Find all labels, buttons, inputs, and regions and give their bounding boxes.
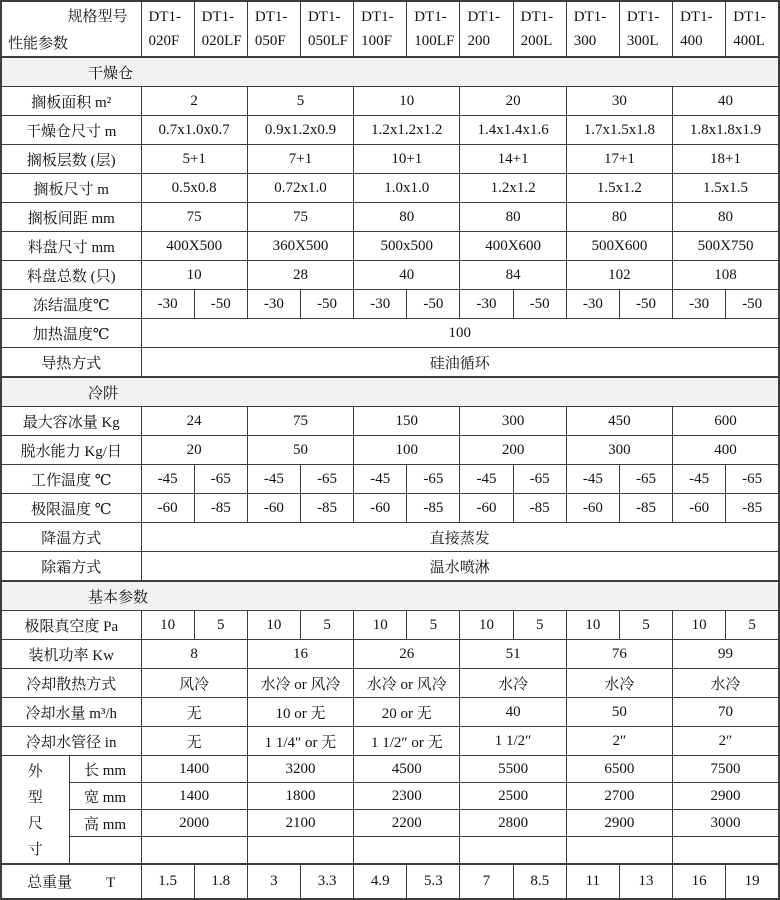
- dimension-label-cell: 宽 mm: [69, 783, 141, 810]
- value-cell: -65: [726, 465, 779, 494]
- row-label-cell: 除霜方式: [1, 552, 141, 582]
- value-cell: -85: [300, 494, 353, 523]
- value-cell: 40: [673, 87, 779, 116]
- model-prefix-label: DT1-: [148, 9, 182, 25]
- section-row: [1, 377, 779, 407]
- row-label-cell: 降温方式: [1, 523, 141, 552]
- value-cell: 1.0x1.0: [354, 174, 460, 203]
- row-label-cell: [1, 864, 141, 899]
- section-header-cell: 冷阱: [1, 377, 779, 407]
- model-header-cell: [300, 1, 353, 57]
- dimension-group-char: 寸: [27, 842, 43, 858]
- value-cell: 水冷: [566, 669, 672, 698]
- row-label-cell: 冷却水量 m³/h: [1, 698, 141, 727]
- row-label-cell: 最大容冰量 Kg: [1, 407, 141, 436]
- value-cell: 300: [566, 436, 672, 465]
- value-cell: 51: [460, 640, 566, 669]
- dimension-row: [1, 810, 779, 837]
- value-cell: 500x500: [354, 232, 460, 261]
- model-header-cell: [247, 1, 300, 57]
- value-cell: 80: [673, 203, 779, 232]
- section-row: [1, 581, 779, 611]
- value-cell: -30: [566, 290, 619, 319]
- value-cell: 5500: [460, 756, 566, 783]
- model-suffix-label: 300L: [626, 33, 659, 49]
- row-label-cell: 干燥仓尺寸 m: [1, 116, 141, 145]
- value-cell: 温水喷淋: [141, 552, 779, 582]
- model-header-cell: [460, 1, 513, 57]
- value-cell: [247, 837, 353, 865]
- value-cell: 450: [566, 407, 672, 436]
- value-cell: -60: [460, 494, 513, 523]
- model-prefix-label: DT1-: [307, 9, 341, 25]
- value-cell: 300: [460, 407, 566, 436]
- value-cell: 5: [619, 611, 672, 640]
- value-cell: 99: [673, 640, 779, 669]
- value-cell: -65: [194, 465, 247, 494]
- row-label-cell: 冷却散热方式: [1, 669, 141, 698]
- value-cell: 70: [673, 698, 779, 727]
- value-cell: 84: [460, 261, 566, 290]
- value-cell: 76: [566, 640, 672, 669]
- spec-row: [1, 669, 779, 698]
- model-suffix-label: 100LF: [414, 33, 455, 49]
- spec-row: [1, 698, 779, 727]
- value-cell: 16: [247, 640, 353, 669]
- model-suffix-label: 050LF: [307, 33, 348, 49]
- spec-row: [1, 261, 779, 290]
- value-cell: 200: [460, 436, 566, 465]
- value-cell: 50: [247, 436, 353, 465]
- value-cell: -30: [460, 290, 513, 319]
- dimension-group-char: 尺: [27, 816, 43, 832]
- value-cell: 500X750: [673, 232, 779, 261]
- value-cell: 2500: [460, 783, 566, 810]
- value-cell: 5+1: [141, 145, 247, 174]
- value-cell: 1.7x1.5x1.8: [566, 116, 672, 145]
- spec-row: [1, 145, 779, 174]
- value-cell: -85: [513, 494, 566, 523]
- value-cell: 2″: [673, 727, 779, 756]
- corner-cell: [1, 1, 141, 57]
- row-label-cell: 搁板尺寸 m: [1, 174, 141, 203]
- value-cell: -45: [247, 465, 300, 494]
- value-cell: -60: [354, 494, 407, 523]
- value-cell: 20: [141, 436, 247, 465]
- model-prefix-label: DT1-: [254, 9, 288, 25]
- value-cell: 20 or 无: [354, 698, 460, 727]
- value-cell: 2900: [566, 810, 672, 837]
- value-cell: 400X600: [460, 232, 566, 261]
- model-header-cell: [619, 1, 672, 57]
- dimension-group-char: 外: [27, 764, 43, 780]
- value-cell: 20: [460, 87, 566, 116]
- value-cell: 无: [141, 727, 247, 756]
- row-label-cell: 料盘尺寸 mm: [1, 232, 141, 261]
- spec-row: [1, 348, 779, 378]
- value-cell: 102: [566, 261, 672, 290]
- value-cell: 19: [726, 864, 779, 899]
- header-row: [1, 1, 779, 57]
- value-cell: 1.8x1.8x1.9: [673, 116, 779, 145]
- value-cell: -65: [619, 465, 672, 494]
- value-cell: -50: [619, 290, 672, 319]
- value-cell: -50: [300, 290, 353, 319]
- row-label-cell: 装机功率 Kw: [1, 640, 141, 669]
- spec-row: [1, 465, 779, 494]
- row-label-cell: 搁板层数 (层): [1, 145, 141, 174]
- value-cell: 0.9x1.2x0.9: [247, 116, 353, 145]
- weight-label: 总重量: [27, 875, 73, 891]
- value-cell: 2200: [354, 810, 460, 837]
- value-cell: 5: [300, 611, 353, 640]
- model-suffix-label: 300: [573, 33, 597, 49]
- value-cell: 1.4x1.4x1.6: [460, 116, 566, 145]
- value-cell: -85: [619, 494, 672, 523]
- value-cell: 40: [354, 261, 460, 290]
- value-cell: -45: [141, 465, 194, 494]
- value-cell: 1.2x1.2x1.2: [354, 116, 460, 145]
- section-row: [1, 57, 779, 87]
- value-cell: 8: [141, 640, 247, 669]
- value-cell: 17+1: [566, 145, 672, 174]
- value-cell: -60: [566, 494, 619, 523]
- value-cell: 80: [566, 203, 672, 232]
- spec-row: [1, 116, 779, 145]
- weight-unit-label: T: [106, 875, 116, 891]
- row-label-cell: 料盘总数 (只): [1, 261, 141, 290]
- value-cell: 100: [354, 436, 460, 465]
- value-cell: -30: [247, 290, 300, 319]
- value-cell: 75: [247, 407, 353, 436]
- row-label-cell: 加热温度℃: [1, 319, 141, 348]
- spec-row: [1, 174, 779, 203]
- model-header-cell: [354, 1, 407, 57]
- model-prefix-label: DT1-: [680, 9, 713, 25]
- value-cell: 1 1/4″ or 无: [247, 727, 353, 756]
- dimension-row: [1, 783, 779, 810]
- value-cell: -85: [726, 494, 779, 523]
- spec-row: [1, 494, 779, 523]
- value-cell: 400X500: [141, 232, 247, 261]
- value-cell: 风冷: [141, 669, 247, 698]
- value-cell: -30: [673, 290, 726, 319]
- dimension-group-char: 型: [27, 790, 43, 806]
- value-cell: 0.72x1.0: [247, 174, 353, 203]
- value-cell: -65: [300, 465, 353, 494]
- value-cell: -45: [460, 465, 513, 494]
- value-cell: 10: [460, 611, 513, 640]
- spec-row: [1, 203, 779, 232]
- dimension-label-cell: 长 mm: [69, 756, 141, 783]
- value-cell: 11: [566, 864, 619, 899]
- model-prefix-label: DT1-: [414, 9, 447, 25]
- value-cell: 7500: [673, 756, 779, 783]
- value-cell: 5.3: [407, 864, 460, 899]
- value-cell: 2800: [460, 810, 566, 837]
- corner-top-label: 规格型号: [67, 9, 128, 25]
- value-cell: 13: [619, 864, 672, 899]
- value-cell: 5: [513, 611, 566, 640]
- model-suffix-label: 050F: [254, 33, 286, 49]
- model-prefix-label: DT1-: [573, 9, 607, 25]
- value-cell: 0.5x0.8: [141, 174, 247, 203]
- value-cell: 80: [354, 203, 460, 232]
- dimension-row: [1, 756, 779, 783]
- dimension-group-cell: [1, 756, 69, 865]
- value-cell: 4.9: [354, 864, 407, 899]
- value-cell: -45: [566, 465, 619, 494]
- value-cell: [460, 837, 566, 865]
- dimension-row: [1, 837, 779, 865]
- weight-row: [1, 864, 779, 899]
- value-cell: 10+1: [354, 145, 460, 174]
- value-cell: 150: [354, 407, 460, 436]
- value-cell: 8.5: [513, 864, 566, 899]
- value-cell: 10 or 无: [247, 698, 353, 727]
- value-cell: 1.5: [141, 864, 194, 899]
- spec-row: [1, 523, 779, 552]
- model-prefix-label: DT1-: [467, 9, 500, 25]
- model-header-cell: [141, 1, 194, 57]
- value-cell: [141, 837, 247, 865]
- section-header-cell: 基本参数: [1, 581, 779, 611]
- value-cell: 24: [141, 407, 247, 436]
- value-cell: 28: [247, 261, 353, 290]
- value-cell: [354, 837, 460, 865]
- value-cell: 2100: [247, 810, 353, 837]
- value-cell: 100: [141, 319, 779, 348]
- model-suffix-label: 020F: [148, 33, 180, 49]
- value-cell: 3.3: [300, 864, 353, 899]
- model-header-cell: [407, 1, 460, 57]
- value-cell: 5: [194, 611, 247, 640]
- value-cell: -85: [407, 494, 460, 523]
- value-cell: 2″: [566, 727, 672, 756]
- model-suffix-label: 200: [467, 33, 490, 49]
- value-cell: 50: [566, 698, 672, 727]
- model-prefix-label: DT1-: [520, 9, 554, 25]
- dimension-label-cell: 高 mm: [69, 810, 141, 837]
- model-header-cell: [726, 1, 779, 57]
- value-cell: 108: [673, 261, 779, 290]
- value-cell: 1.8: [194, 864, 247, 899]
- value-cell: 1 1/2″ or 无: [354, 727, 460, 756]
- value-cell: 1.2x1.2: [460, 174, 566, 203]
- row-label-cell: 极限真空度 Pa: [1, 611, 141, 640]
- row-label-cell: 冷却水管径 in: [1, 727, 141, 756]
- model-suffix-label: 200L: [520, 33, 553, 49]
- row-label-cell: 冻结温度℃: [1, 290, 141, 319]
- value-cell: 1800: [247, 783, 353, 810]
- value-cell: 400: [673, 436, 779, 465]
- spec-row: [1, 727, 779, 756]
- model-suffix-label: 400L: [733, 33, 765, 49]
- model-prefix-label: DT1-: [733, 9, 766, 25]
- value-cell: 75: [141, 203, 247, 232]
- model-prefix-label: DT1-: [361, 9, 394, 25]
- value-cell: -30: [141, 290, 194, 319]
- value-cell: 2: [141, 87, 247, 116]
- model-suffix-label: 400: [680, 33, 703, 49]
- row-label-cell: 搁板面积 m²: [1, 87, 141, 116]
- value-cell: 18+1: [673, 145, 779, 174]
- value-cell: 硅油循环: [141, 348, 779, 378]
- value-cell: [673, 837, 779, 865]
- value-cell: 水冷 or 风冷: [247, 669, 353, 698]
- value-cell: -65: [407, 465, 460, 494]
- value-cell: 2700: [566, 783, 672, 810]
- value-cell: 2900: [673, 783, 779, 810]
- value-cell: 600: [673, 407, 779, 436]
- spec-row: [1, 290, 779, 319]
- value-cell: 无: [141, 698, 247, 727]
- model-suffix-label: 020LF: [201, 33, 242, 49]
- spec-row: [1, 436, 779, 465]
- value-cell: 1.5x1.5: [673, 174, 779, 203]
- spec-row: [1, 87, 779, 116]
- value-cell: 3: [247, 864, 300, 899]
- row-label-cell: 导热方式: [1, 348, 141, 378]
- value-cell: 水冷: [460, 669, 566, 698]
- spec-row: [1, 407, 779, 436]
- value-cell: 10: [354, 611, 407, 640]
- value-cell: 5: [407, 611, 460, 640]
- value-cell: -65: [513, 465, 566, 494]
- value-cell: 2300: [354, 783, 460, 810]
- value-cell: 4500: [354, 756, 460, 783]
- value-cell: -85: [194, 494, 247, 523]
- model-header-cell: [673, 1, 726, 57]
- value-cell: -30: [354, 290, 407, 319]
- value-cell: 水冷: [673, 669, 779, 698]
- row-label-cell: 极限温度 ℃: [1, 494, 141, 523]
- value-cell: 2000: [141, 810, 247, 837]
- value-cell: -60: [141, 494, 194, 523]
- value-cell: 直接蒸发: [141, 523, 779, 552]
- model-header-cell: [566, 1, 619, 57]
- value-cell: -50: [407, 290, 460, 319]
- spec-row: [1, 640, 779, 669]
- value-cell: 水冷 or 风冷: [354, 669, 460, 698]
- value-cell: -50: [194, 290, 247, 319]
- value-cell: 360X500: [247, 232, 353, 261]
- model-header-cell: [194, 1, 247, 57]
- value-cell: 10: [247, 611, 300, 640]
- value-cell: 5: [247, 87, 353, 116]
- value-cell: 500X600: [566, 232, 672, 261]
- value-cell: 10: [673, 611, 726, 640]
- value-cell: 30: [566, 87, 672, 116]
- value-cell: 0.7x1.0x0.7: [141, 116, 247, 145]
- section-header-cell: 干燥仓: [1, 57, 779, 87]
- value-cell: -60: [247, 494, 300, 523]
- model-suffix-label: 100F: [361, 33, 392, 49]
- value-cell: 10: [141, 611, 194, 640]
- value-cell: 16: [673, 864, 726, 899]
- row-label-cell: 脱水能力 Kg/日: [1, 436, 141, 465]
- value-cell: 10: [566, 611, 619, 640]
- value-cell: -45: [354, 465, 407, 494]
- spec-row: [1, 611, 779, 640]
- value-cell: 80: [460, 203, 566, 232]
- row-label-cell: 工作温度 ℃: [1, 465, 141, 494]
- spec-row: [1, 232, 779, 261]
- dimension-label-cell: [69, 837, 141, 865]
- spec-row: [1, 552, 779, 582]
- value-cell: -45: [673, 465, 726, 494]
- value-cell: 40: [460, 698, 566, 727]
- value-cell: 14+1: [460, 145, 566, 174]
- value-cell: 1400: [141, 756, 247, 783]
- value-cell: 6500: [566, 756, 672, 783]
- value-cell: 3000: [673, 810, 779, 837]
- value-cell: 7+1: [247, 145, 353, 174]
- value-cell: 5: [726, 611, 779, 640]
- value-cell: 10: [354, 87, 460, 116]
- value-cell: -50: [513, 290, 566, 319]
- row-label-cell: 搁板间距 mm: [1, 203, 141, 232]
- model-header-cell: [513, 1, 566, 57]
- model-prefix-label: DT1-: [201, 9, 235, 25]
- value-cell: 3200: [247, 756, 353, 783]
- spec-row: [1, 319, 779, 348]
- value-cell: 10: [141, 261, 247, 290]
- value-cell: 1.5x1.2: [566, 174, 672, 203]
- value-cell: [566, 837, 672, 865]
- value-cell: 26: [354, 640, 460, 669]
- value-cell: -60: [673, 494, 726, 523]
- value-cell: 1 1/2″: [460, 727, 566, 756]
- value-cell: 75: [247, 203, 353, 232]
- value-cell: -50: [726, 290, 779, 319]
- value-cell: 7: [460, 864, 513, 899]
- corner-bottom-label: 性能参数: [8, 36, 69, 52]
- value-cell: 1400: [141, 783, 247, 810]
- model-prefix-label: DT1-: [626, 9, 660, 25]
